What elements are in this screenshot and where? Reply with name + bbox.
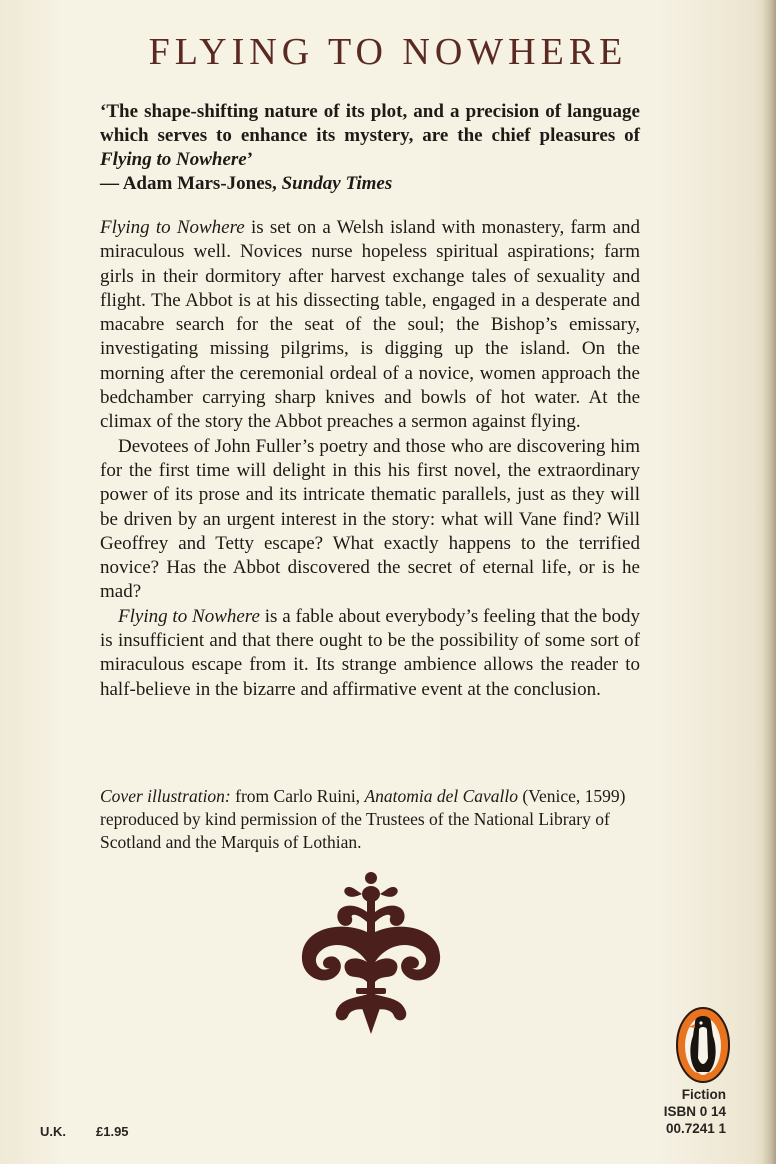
review-quote bbox=[100, 100, 640, 196]
isbn-line-2: 00.7241 1 bbox=[665, 1121, 726, 1136]
credit-work-title: Anatomia del Cavallo bbox=[364, 786, 519, 806]
quote-attribution-source: Sunday Times bbox=[281, 173, 393, 194]
genre-label: Fiction bbox=[681, 1087, 726, 1102]
quote-attribution bbox=[100, 172, 640, 196]
isbn-line-1: ISBN 0 14 bbox=[663, 1104, 726, 1119]
fleur-de-lis-ornament-icon bbox=[296, 870, 446, 1040]
cover-edge-shadow bbox=[762, 0, 776, 1164]
credit-text-b: (Venice, 1599) reproduced by kind permission of the Trustees of the National Library of Scotland and the Marquis of Lothian. bbox=[100, 786, 626, 852]
blurb-p3-text: is a fable about everybody’s feeling that the body is insufficient and that there ought to be the possibility of some sort of miraculous escape from it. Its strange ambience allows the reader to half-believe in the bizarre and affirmative event at the conclusion. bbox=[100, 605, 640, 700]
quote-attribution-author: — Adam Mars-Jones, bbox=[100, 173, 282, 194]
price-label bbox=[40, 1124, 159, 1139]
blurb-p1-title: Flying to Nowhere bbox=[100, 217, 245, 238]
price-amount: £1.95 bbox=[96, 1124, 129, 1139]
blurb-paragraph-1 bbox=[100, 216, 640, 435]
blurb-p1-text: is set on a Welsh island with monastery, farm and miraculous well. Novices nurse hopeless spiritual aspirations; farm girls in their dormitory after harvest exchange tales of sexuality and flight. The Abbot is at his dissecting table, engaged in a desperate and macabre search for the seat of the soul; the Bishop’s emissary, investigating missing pilgrims, is digging up the island. On the morning after the ceremonial ordeal of a novice, women approach the bedchamber carrying sharp knives and bowls of hot water. At the climax of the story the Abbot preaches a sermon against flying. bbox=[100, 217, 640, 433]
penguin-logo-icon bbox=[675, 1006, 731, 1084]
price-region: U.K. bbox=[40, 1124, 66, 1139]
blurb bbox=[100, 216, 640, 702]
cover-illustration-credit bbox=[100, 785, 640, 854]
book-title: FLYING TO NOWHERE bbox=[148, 31, 628, 73]
blurb-paragraph-2: Devotees of John Fuller’s poetry and those who are discovering him for the first time will delight in this his first novel, the extraordinary power of its prose and its intricate thematic parallels, just as they will be driven by an urgent interest in the story: what will Vane find? Will Geoffrey and Tetty escape? What exactly happens to the terrified novice? Has the Abbot discovered the secret of eternal life, or is he mad? bbox=[100, 435, 640, 603]
quote-book-title: Flying to Nowhere bbox=[100, 149, 247, 170]
blurb-paragraph-3 bbox=[100, 605, 640, 702]
isbn-block bbox=[630, 1086, 726, 1137]
credit-text-a: from Carlo Ruini, bbox=[230, 786, 365, 806]
blurb-p3-title: Flying to Nowhere bbox=[118, 605, 260, 627]
quote-text-b: ’ bbox=[246, 149, 254, 170]
credit-label: Cover illustration: bbox=[100, 786, 231, 806]
quote-text-a: ‘The shape-shifting nature of its plot, and a precision of language which serves to enhance its mystery, are the chief pleasures of bbox=[100, 101, 640, 146]
